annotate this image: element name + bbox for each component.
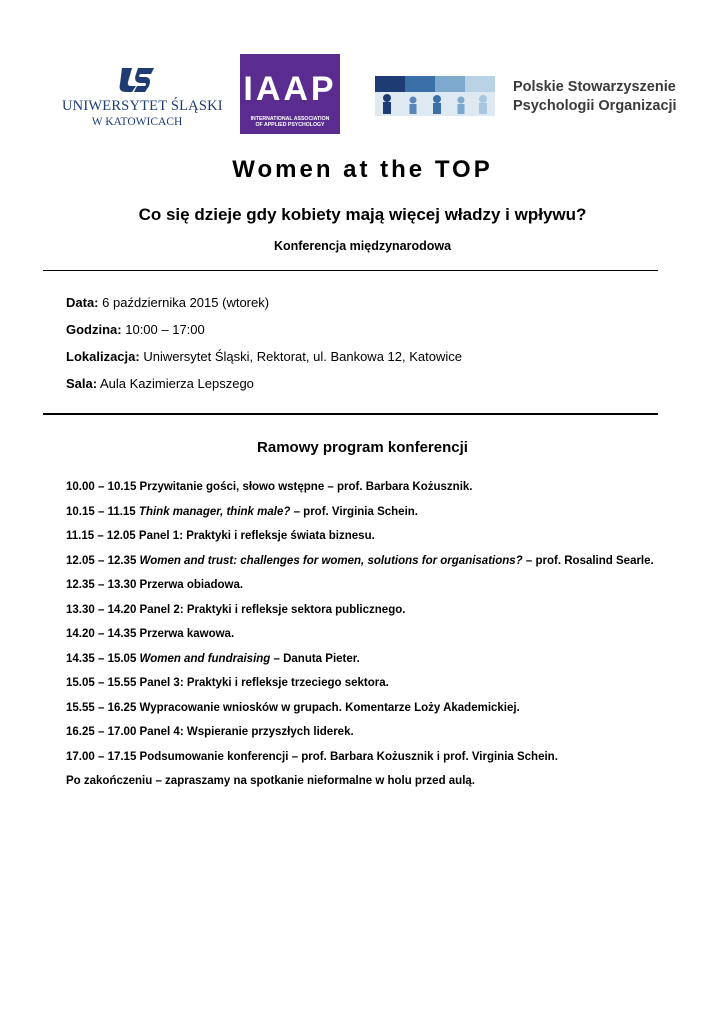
program-item-time: 14.20 – 14.35 (66, 628, 137, 640)
program-item-text: – Danuta Pieter. (273, 652, 360, 665)
program-item-text: Panel 3: Praktyki i refleksje trzeciego sektora. (139, 677, 389, 689)
iaap-subtitle (240, 116, 340, 128)
conference-type: Konferencja międzynarodowa (273, 239, 452, 253)
page-subtitle: Co się dzieje gdy kobiety mają więcej władzy i wpływu? (138, 205, 587, 224)
program-heading: Ramowy program konferencji (257, 439, 468, 456)
detail-time (66, 322, 205, 337)
program-item-text: Przywitanie gości, słowo wstępne – prof. Barbara Kożusznik. (139, 481, 473, 493)
program-item (66, 481, 686, 506)
detail-time-value: 10:00 – 17:00 (125, 322, 205, 337)
program-item (66, 653, 686, 678)
detail-room-label: Sala: (66, 376, 98, 391)
detail-date-label: Data: (66, 295, 99, 310)
program-item-text: Przerwa kawowa. (139, 628, 235, 640)
detail-room (66, 376, 254, 391)
university-logo (62, 62, 223, 142)
pspo-logo (375, 76, 685, 118)
program-item-time: 14.35 – 15.05 (66, 652, 137, 665)
pspo-name-line-1: Polskie Stowarzyszenie (513, 79, 676, 95)
pspo-banner-icon (375, 76, 495, 116)
pspo-name-line-2: Psychologii Organizacji (513, 98, 677, 114)
program-item (66, 530, 686, 555)
program-item (66, 604, 686, 629)
detail-date-value: 6 października 2015 (wtorek) (102, 295, 270, 310)
detail-date (66, 295, 269, 310)
program-item-time: 12.35 – 13.30 (66, 579, 137, 591)
program-item-text: – prof. Rosalind Searle. (525, 554, 654, 567)
program-item-time: 15.05 – 15.55 (66, 677, 137, 689)
program-item-time: 15.55 – 16.25 (66, 701, 137, 714)
program-item-text: – prof. Virginia Schein. (293, 505, 418, 518)
program-item-time: 11.15 – 12.05 (66, 530, 136, 542)
iaap-logo (240, 54, 340, 134)
program-item (66, 555, 686, 580)
iaap-subtitle-line-1: INTERNATIONAL ASSOCIATION (250, 116, 330, 122)
iaap-subtitle-line-2: OF APPLIED PSYCHOLOGY (255, 122, 325, 128)
iaap-letters: IAAP (243, 70, 337, 108)
divider-bottom (43, 413, 658, 415)
program-item-text: Wypracowanie wniosków w grupach. Komentarze Loży Akademickiej. (139, 701, 520, 714)
detail-room-value: Aula Kazimierza Lepszego (99, 376, 254, 391)
program-item-time: 13.30 – 14.20 (66, 603, 137, 616)
program-item-time: 16.25 – 17.00 (66, 726, 137, 738)
university-emblem-icon (118, 64, 158, 96)
program-item-text: Podsumowanie konferencji – prof. Barbara Kożusznik i prof. Virginia Schein. (139, 750, 558, 763)
program-item-text: Panel 4: Wspieranie przyszłych liderek. (139, 726, 354, 738)
program-item (66, 726, 686, 751)
detail-time-label: Godzina: (66, 322, 122, 337)
program-item (66, 702, 686, 727)
program-item-title: Women and fundraising (139, 652, 271, 665)
detail-location (66, 349, 462, 364)
program-item-time: 10.00 – 10.15 (66, 481, 137, 493)
program-item-time: 17.00 – 17.15 (66, 750, 137, 763)
program-list (66, 481, 686, 800)
detail-location-label: Lokalizacja: (66, 349, 140, 364)
program-item-text: Panel 2: Praktyki i refleksje sektora publicznego. (139, 603, 406, 616)
program-item (66, 628, 686, 653)
program-item (66, 677, 686, 702)
detail-location-value: Uniwersytet Śląski, Rektorat, ul. Bankowa 12, Katowice (143, 349, 462, 364)
closing-note: Po zakończeniu – zapraszamy na spotkanie nieformalne w holu przed aulą. (66, 775, 475, 787)
program-item (66, 751, 686, 776)
program-item-title: Think manager, think male? (138, 505, 291, 518)
university-city: W KATOWICACH (91, 116, 183, 128)
page-title: Women at the TOP (232, 156, 493, 183)
program-item (66, 579, 686, 604)
divider-top (43, 270, 658, 271)
university-name: UNIWERSYTET ŚLĄSKI (62, 98, 223, 114)
program-item-time: 12.05 – 12.35 (66, 554, 137, 567)
program-item-title: Women and trust: challenges for women, solutions for organisations? (139, 554, 523, 567)
program-item (66, 506, 686, 531)
program-item-text: Przerwa obiadowa. (139, 579, 244, 591)
program-item-time: 10.15 – 11.15 (66, 505, 136, 518)
program-item-text: Panel 1: Praktyki i refleksje świata biznesu. (138, 530, 375, 542)
